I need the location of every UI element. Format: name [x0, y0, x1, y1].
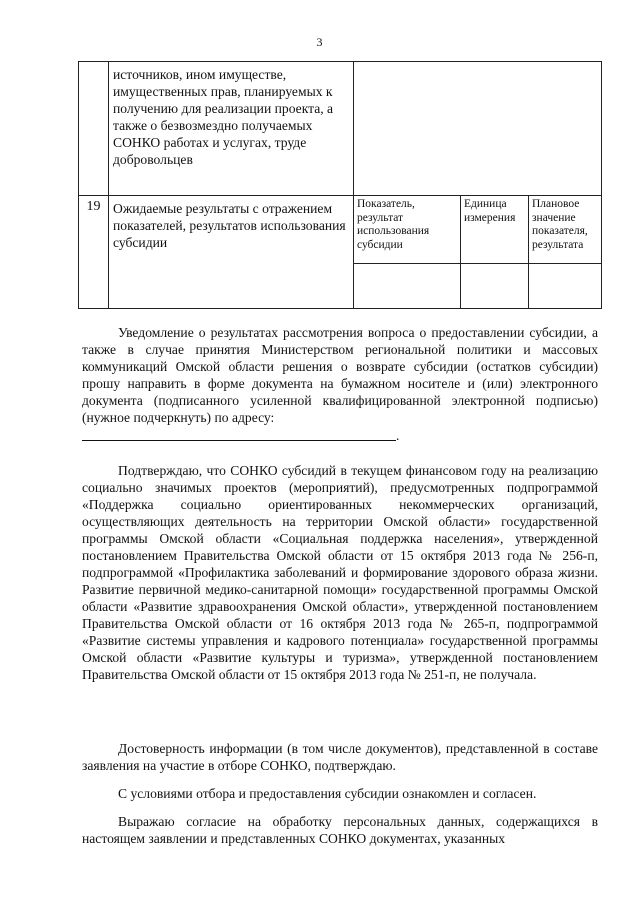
table-row-continuation	[79, 62, 602, 196]
page-number: 3	[316, 35, 323, 49]
confirmation-paragraph: Подтверждаю, что СОНКО субсидий в текущем финансовом году на реализацию социально значимых проектов (мероприятий), предусмотренных подпрограммой «Поддержка социально ориентированных некоммерческих организаций, осуществляющих деятельность на территории Омской области» государственной программы Омской области «Социальная поддержка населения», утвержденной постановлением Правительства Омской области от 15 октября 2013 года № 256-п, подпрограммой «Профилактика заболеваний и формирование здорового образа жизни. Развитие первичной медико-санитарной помощи» государственной программы Омской области «Развитие здравоохранения Омской области», утвержденной постановлением Правительства Омской области от 16 октября 2013 года № 265-п, подпрограммой «Развитие системы управления и кадрового потенциала» государственной программы Омской области «Развитие культуры и туризма», утвержденной постановлением Правительства Омской области от 15 октября 2013 года № 251-п, не получала.	[82, 463, 598, 682]
header-unit: Единица измерения	[461, 196, 529, 264]
value-unit-cell	[461, 264, 529, 309]
conditions-paragraph: С условиями отбора и предоставления субсидии ознакомлен и согласен.	[118, 786, 537, 801]
value-indicator-cell	[354, 264, 461, 309]
consent-paragraph: Выражаю согласие на обработку персональных данных, содержащихся в настоящем заявлении и представленных СОНКО документах, указанных	[82, 814, 598, 846]
application-table	[78, 61, 602, 309]
header-indicator: Показатель, результат использования субсидии	[354, 196, 461, 264]
table-row-19	[79, 196, 602, 264]
row-continuation-text: источников, ином имуществе, имущественных прав, планируемых к получению для реализации проекта, а также о безвозмездно получаемых СОНКО работах и услугах, труде добровольцев	[109, 62, 354, 196]
row-continuation-value-cell	[354, 62, 602, 196]
row-19-text: Ожидаемые результаты с отражением показателей, результатов использования субсидии	[109, 196, 354, 309]
reliability-paragraph: Достоверность информации (в том числе документов), представленной в составе заявления на участие в отборе СОНКО, подтверждаю.	[82, 741, 598, 773]
row-19-number: 19	[79, 196, 109, 309]
value-planned-cell	[529, 264, 602, 309]
row-number-cell	[79, 62, 109, 196]
notification-paragraph: Уведомление о результатах рассмотрения вопроса о предоставлении субсидии, а также в случае принятия Министерством региональной политики и массовых коммуникаций Омской области решения о возврате субсидии (остатков субсидии) прошу направить в форме документа на бумажном носителе и (или) электронного документа (подписанного усиленной квалифицированной электронной подписью) (нужное подчеркнуть) по адресу:	[82, 325, 598, 425]
address-line-end: .	[396, 428, 400, 443]
address-blank-line	[82, 440, 396, 441]
header-planned-value: Плановое значение показателя, результата	[529, 196, 602, 264]
